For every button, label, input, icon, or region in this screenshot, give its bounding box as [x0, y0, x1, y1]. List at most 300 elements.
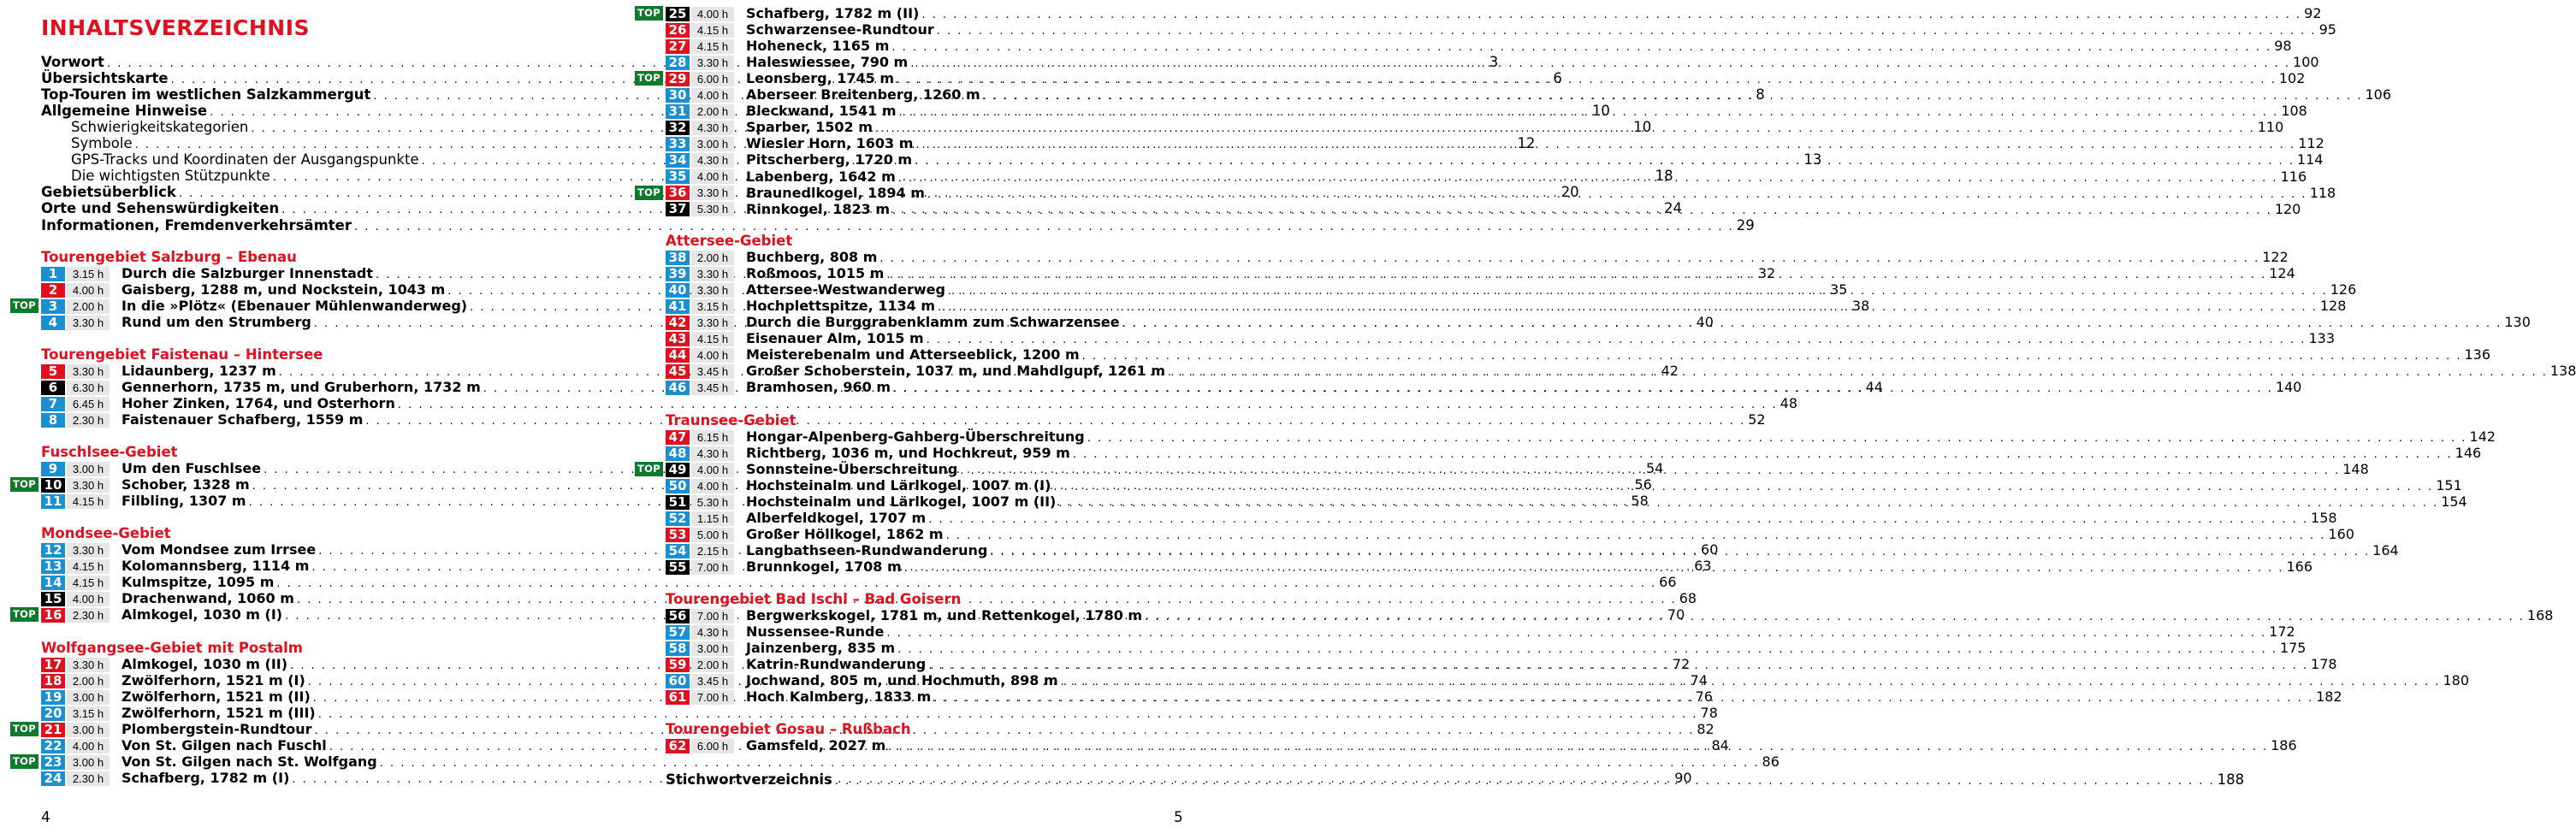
entry-title: Bramhosen, 960 m	[746, 379, 891, 396]
tour-duration: 3.30 h	[691, 56, 734, 70]
section-heading: Traunsee-Gebiet	[666, 412, 796, 428]
dot-leader	[1168, 366, 2548, 379]
tour-number: 8	[41, 413, 65, 428]
dot-leader	[1053, 481, 2433, 493]
tour-number: 38	[666, 251, 690, 265]
entry-page: 136	[2464, 346, 2491, 363]
entry-title: Schober, 1328 m	[121, 476, 250, 493]
dot-leader	[921, 9, 2301, 21]
dot-leader	[879, 252, 2259, 265]
tour-number: 25	[666, 7, 690, 21]
toc-entry-line	[746, 265, 2295, 282]
toc-entry-line	[746, 298, 2347, 315]
tour-row	[666, 428, 2496, 446]
entry-page: 29	[1736, 216, 1755, 233]
entry-title: Schwarzensee-Rundtour	[746, 21, 934, 38]
top-badge: TOP	[10, 298, 38, 313]
dot-leader	[835, 773, 2215, 789]
tour-number: 58	[666, 641, 690, 656]
toc-entry-line	[746, 493, 2467, 511]
entry-title: Symbole	[71, 135, 133, 152]
entry-page: 154	[2441, 493, 2467, 511]
tour-duration: 3.45 h	[691, 381, 734, 395]
tour-number: 18	[41, 674, 65, 688]
tour-duration: 4.00 h	[691, 479, 734, 493]
entry-title: Bergwerkskogel, 1781 m, und Rettenkogel, 1780 m	[746, 607, 1143, 624]
entry-page: 130	[2504, 314, 2531, 331]
entry-title: Von St. Gilgen nach St. Wolfgang	[121, 753, 377, 771]
entry-page: 38	[1851, 298, 1870, 315]
entry-page: 40	[1696, 314, 1714, 331]
tour-duration: 3.30 h	[691, 283, 734, 298]
tour-duration: 5.00 h	[691, 528, 734, 542]
entry-title: Hoch Kalmberg, 1833 m	[746, 688, 932, 706]
entry-page: 86	[1762, 753, 1780, 771]
entry-title: Meisterebenalm und Atterseeblick, 1200 m	[746, 346, 1080, 363]
entry-title: Alberfeldkogel, 1707 m	[746, 510, 927, 527]
tour-number: 60	[666, 674, 690, 688]
entry-page: 52	[1748, 411, 1766, 428]
tour-row	[666, 526, 2354, 543]
top-badge: TOP	[635, 462, 663, 476]
tour-duration: 2.00 h	[691, 658, 734, 672]
tour-duration: 4.00 h	[67, 592, 110, 606]
entry-page: 35	[1830, 281, 1848, 298]
tour-number: 2	[41, 283, 65, 298]
tour-row	[666, 54, 2319, 71]
tour-row	[637, 70, 2306, 87]
entry-title: Roßmoos, 1015 m	[746, 265, 885, 282]
tour-number: 59	[666, 658, 690, 672]
entry-page: 110	[2257, 119, 2284, 136]
entry-page: 175	[2279, 640, 2307, 657]
toc-entry-line	[746, 38, 2292, 55]
entry-page: 124	[2269, 265, 2295, 282]
entry-title: Faistenauer Schafberg, 1559 m	[121, 411, 364, 428]
tour-number: 57	[666, 625, 690, 640]
entry-page: 60	[1701, 541, 1719, 558]
tour-duration: 4.00 h	[67, 283, 110, 298]
tour-duration: 4.15 h	[67, 559, 110, 574]
tour-number: 17	[41, 658, 65, 672]
entry-page: 114	[2296, 151, 2324, 168]
dot-leader	[937, 25, 2317, 38]
entry-page: 18	[1655, 168, 1673, 185]
entry-title: Hochsteinalm und Lärlkogel, 1007 m (I)	[746, 477, 1051, 494]
tour-number: 3	[41, 299, 65, 314]
dot-leader	[1145, 611, 2525, 623]
entry-page: 58	[1631, 493, 1649, 510]
entry-page: 172	[2269, 623, 2295, 641]
toc-entry-line	[746, 314, 2531, 331]
tour-row	[41, 574, 1677, 591]
entry-title: Drachenwand, 1060 m	[121, 590, 294, 607]
tour-duration: 3.15 h	[67, 267, 110, 281]
tour-duration: 3.00 h	[67, 755, 110, 770]
entry-page: 10	[1633, 119, 1652, 136]
section-heading: Tourengebiet Faistenau – Hintersee	[41, 346, 323, 363]
tour-duration: 4.15 h	[67, 494, 110, 509]
entry-page: 92	[2304, 5, 2322, 21]
tour-number: 12	[41, 543, 65, 558]
entry-page: 76	[1695, 688, 1713, 706]
entry-title: Schafberg, 1782 m (II)	[746, 5, 920, 21]
entry-page: 166	[2286, 558, 2313, 576]
entry-page: 44	[1865, 379, 1883, 396]
top-badge: TOP	[10, 754, 38, 769]
dot-leader	[875, 122, 2255, 135]
tour-number: 26	[666, 23, 690, 38]
tour-number: 52	[666, 511, 690, 526]
entry-page: 6	[1553, 70, 1562, 87]
dot-leader	[1073, 448, 2453, 461]
tour-duration: 2.00 h	[67, 674, 110, 688]
entry-title: Gennerhorn, 1735 m, und Gruberhorn, 1732 m	[121, 379, 481, 396]
entry-title: Aberseer Breitenberg, 1260 m	[746, 86, 980, 103]
entry-page: 164	[2372, 542, 2399, 559]
entry-title: Orte und Sehenswürdigkeiten	[41, 200, 280, 217]
entry-page: 74	[1690, 672, 1708, 689]
dot-leader	[897, 74, 2277, 86]
entry-page: 66	[1659, 574, 1677, 591]
tour-row	[666, 249, 2289, 266]
toc-entry-line	[746, 249, 2289, 266]
tour-number: 23	[41, 755, 65, 770]
tour-number: 53	[666, 528, 690, 542]
tour-duration: 3.30 h	[67, 543, 110, 558]
toc-entry-line	[746, 445, 2482, 462]
tour-number: 13	[41, 559, 65, 574]
tour-row	[666, 510, 2337, 527]
dot-leader	[886, 269, 2266, 281]
entry-page: 90	[1674, 770, 1692, 787]
tour-duration: 4.00 h	[691, 88, 734, 103]
dot-leader	[897, 643, 2277, 656]
tour-duration: 3.15 h	[67, 706, 110, 721]
tour-duration: 6.00 h	[691, 72, 734, 86]
tour-duration: 1.15 h	[691, 511, 734, 526]
tour-number: 29	[666, 72, 690, 86]
entry-page: 3	[1489, 54, 1499, 70]
tour-number: 46	[666, 381, 690, 395]
toc-entry-line	[746, 477, 2462, 494]
entry-title: Kulmspitze, 1095 m	[121, 574, 275, 591]
toc-entry-line	[746, 103, 2307, 120]
tour-duration: 4.15 h	[67, 576, 110, 590]
toc-entry-line	[746, 200, 2301, 217]
tour-row	[666, 607, 2554, 624]
entry-title: Brunnkogel, 1708 m	[746, 558, 902, 576]
entry-title: Richtberg, 1036 m, und Hochkreut, 959 m	[746, 445, 1070, 462]
dot-leader	[938, 301, 2318, 314]
tour-number: 48	[666, 446, 690, 461]
entry-page: 54	[1645, 460, 1664, 477]
tour-number: 61	[666, 690, 690, 705]
dot-leader	[1087, 432, 2467, 445]
entry-page: 68	[1679, 590, 1697, 607]
entry-page: 180	[2443, 672, 2469, 689]
tour-number: 35	[666, 169, 690, 184]
tour-duration: 4.00 h	[691, 7, 734, 21]
section-heading: Attersee-Gebiet	[666, 233, 793, 249]
tour-row	[666, 346, 2491, 363]
toc-entry-line	[746, 119, 2284, 136]
entry-title: Haleswiessee, 790 m	[746, 54, 909, 71]
entry-title: Buchberg, 808 m	[746, 249, 878, 266]
entry-title: Filbling, 1307 m	[121, 493, 246, 510]
section-heading: Mondsee-Gebiet	[41, 525, 171, 541]
tour-number: 6	[41, 381, 65, 395]
entry-title: Sparber, 1502 m	[746, 119, 873, 136]
entry-title: Wiesler Horn, 1603 m	[746, 135, 914, 152]
tour-duration: 6.30 h	[67, 381, 110, 395]
tour-duration: 6.45 h	[67, 397, 110, 411]
tour-duration: 3.30 h	[691, 267, 734, 281]
entry-page: 116	[2280, 168, 2307, 185]
tour-number: 62	[666, 739, 690, 753]
entry-title: Gaisberg, 1288 m, und Nockstein, 1043 m	[121, 281, 446, 298]
entry-page: 72	[1672, 656, 1691, 673]
tour-number: 44	[666, 348, 690, 363]
tour-number: 22	[41, 739, 65, 753]
tour-duration: 3.00 h	[691, 641, 734, 656]
tour-row	[41, 395, 1797, 412]
tour-number: 7	[41, 397, 65, 411]
dot-leader	[886, 627, 2266, 640]
entry-page: 42	[1661, 363, 1679, 380]
entry-page: 102	[2278, 70, 2306, 87]
tour-number: 10	[41, 478, 65, 493]
dot-leader	[891, 41, 2271, 54]
entry-title: Rinnkogel, 1823 m	[746, 200, 890, 217]
entry-page: 126	[2330, 281, 2357, 298]
dot-leader	[948, 285, 2328, 298]
tour-duration: 3.30 h	[67, 316, 110, 330]
tour-duration: 2.00 h	[691, 251, 734, 265]
tour-number: 47	[666, 430, 690, 445]
entry-page: 112	[2298, 135, 2324, 152]
entry-page: 24	[1664, 200, 1683, 217]
entry-page: 178	[2311, 656, 2337, 673]
tour-duration: 2.15 h	[691, 544, 734, 558]
entry-title: Großer Schoberstein, 1037 m, und Mahdlgupf, 1261 m	[746, 363, 1166, 380]
tour-number: 4	[41, 316, 65, 330]
toc-entry-line	[746, 623, 2295, 641]
tour-row	[666, 21, 2336, 38]
dot-leader	[1061, 676, 2441, 688]
dot-leader	[946, 529, 2326, 542]
tour-number: 50	[666, 479, 690, 493]
entry-title: Jochwand, 805 m, und Hochmuth, 898 m	[746, 672, 1058, 689]
tour-duration: 4.15 h	[691, 39, 734, 54]
tour-number: 43	[666, 332, 690, 346]
entry-title: Almkogel, 1030 m (I)	[121, 606, 283, 623]
entry-page: 84	[1711, 737, 1729, 754]
tour-duration: 3.30 h	[67, 364, 110, 379]
tour-duration: 7.00 h	[691, 560, 734, 575]
tour-number: 55	[666, 560, 690, 575]
entry-page: 8	[1756, 86, 1765, 103]
entry-page: 168	[2526, 607, 2554, 624]
page-number-left: 4	[41, 809, 50, 826]
dot-leader	[1058, 497, 2438, 510]
entry-title: Langbathseen-Rundwanderung	[746, 542, 988, 559]
dot-leader	[933, 692, 2313, 705]
toc-entry-line	[746, 21, 2336, 38]
entry-page: 32	[1757, 265, 1776, 282]
entry-title: Zwölferhorn, 1521 m (I)	[121, 672, 305, 689]
tour-number: 34	[666, 153, 690, 168]
tour-duration: 4.00 h	[691, 463, 734, 477]
tour-row	[666, 86, 2392, 103]
section-heading: Tourengebiet Salzburg – Ebenau	[41, 249, 297, 265]
tour-number: 24	[41, 771, 65, 786]
dot-leader	[990, 546, 2370, 558]
tour-duration: 2.30 h	[67, 608, 110, 623]
section-heading: Tourengebiet Gosau – Rußbach	[666, 721, 911, 737]
tour-number: 28	[666, 56, 690, 70]
page-number-right: 5	[1174, 809, 1183, 826]
tour-duration: 2.30 h	[67, 413, 110, 428]
toc-entry-line	[746, 184, 2336, 201]
tour-number: 39	[666, 267, 690, 281]
tour-duration: 3.30 h	[691, 316, 734, 330]
tour-duration: 3.15 h	[691, 299, 734, 314]
tour-number: 37	[666, 202, 690, 216]
toc-entry-line	[746, 526, 2354, 543]
toc-entry-line	[746, 54, 2319, 71]
tour-duration: 3.00 h	[691, 137, 734, 151]
tour-duration: 3.00 h	[67, 462, 110, 476]
dot-leader	[960, 464, 2340, 477]
tour-row	[666, 640, 2307, 657]
tour-number: 32	[666, 121, 690, 135]
entry-title: Zwölferhorn, 1521 m (III)	[121, 705, 316, 722]
entry-title: Hochplettspitze, 1134 m	[746, 298, 936, 315]
tour-number: 30	[666, 88, 690, 103]
tour-duration: 3.45 h	[691, 364, 734, 379]
tour-number: 5	[41, 364, 65, 379]
tour-duration: 3.45 h	[691, 674, 734, 688]
entry-page: 138	[2549, 363, 2576, 380]
entry-page: 12	[1517, 135, 1536, 152]
tour-number: 49	[666, 463, 690, 477]
page-title: INHALTSVERZEICHNIS	[41, 15, 311, 40]
tour-duration: 4.30 h	[691, 153, 734, 168]
entry-title: Sonnsteine-Überschreitung	[746, 461, 958, 478]
entry-title: Nussensee-Runde	[746, 623, 885, 641]
tour-duration: 6.15 h	[691, 430, 734, 445]
toc-entry-line	[746, 672, 2469, 689]
tour-duration: 4.15 h	[691, 23, 734, 38]
toc-entry-line	[746, 607, 2554, 624]
entry-title: Von St. Gilgen nach Fuschl	[121, 737, 327, 754]
entry-title: Hoheneck, 1165 m	[746, 38, 890, 55]
entry-page: 10	[1591, 103, 1610, 120]
section-heading: Wolfgangsee-Gebiet mit Postalm	[41, 640, 303, 656]
tour-duration: 5.30 h	[691, 495, 734, 510]
entry-title: Die wichtigsten Stützpunkte	[71, 168, 270, 185]
entry-title: Informationen, Fremdenverkehrsämter	[41, 216, 352, 233]
toc-entry-line	[746, 542, 2399, 559]
tour-duration: 5.30 h	[691, 202, 734, 216]
tour-duration: 7.00 h	[691, 609, 734, 623]
dot-leader	[910, 57, 2290, 70]
right-page	[599, 0, 2576, 833]
tour-row	[666, 623, 2295, 641]
entry-title: Labenberg, 1642 m	[746, 168, 896, 185]
tour-row	[666, 445, 2482, 462]
entry-page: 158	[2311, 510, 2337, 527]
tour-number: 1	[41, 267, 65, 281]
dot-leader	[904, 562, 2284, 575]
toc-entry-line	[746, 346, 2491, 363]
toc-entry-line	[746, 168, 2307, 185]
entry-title: Durch die Burggrabenklamm zum Schwarzensee	[746, 314, 1120, 331]
entry-title: Lidaunberg, 1237 m	[121, 363, 276, 380]
entry-page: 20	[1560, 184, 1579, 201]
toc-entry-line	[746, 330, 2335, 347]
tour-duration: 4.00 h	[691, 169, 734, 184]
entry-title: Braunedlkogel, 1894 m	[746, 184, 925, 201]
tour-number: 27	[666, 39, 690, 54]
top-badge: TOP	[10, 477, 38, 492]
dot-leader	[898, 172, 2278, 185]
entry-page: 148	[2342, 461, 2369, 478]
entry-title: Gamsfeld, 2027 m	[746, 737, 886, 754]
tour-number: 20	[41, 706, 65, 721]
toc-entry-line	[746, 281, 2357, 298]
tour-number: 41	[666, 299, 690, 314]
entry-title: Übersichtskarte	[41, 70, 169, 87]
toc-entry-line	[746, 558, 2313, 576]
entry-title: Hongar-Alpenberg-Gahberg-Überschreitung	[746, 428, 1085, 446]
dot-leader	[983, 90, 2363, 103]
dot-leader	[928, 659, 2308, 672]
tour-number: 21	[41, 723, 65, 737]
entry-page: 95	[2318, 21, 2336, 38]
top-badge: TOP	[10, 607, 38, 622]
tour-number: 36	[666, 186, 690, 200]
entry-page: 160	[2328, 526, 2354, 543]
entry-title: Großer Höllkogel, 1862 m	[746, 526, 944, 543]
tour-duration: 4.30 h	[691, 121, 734, 135]
tour-row	[13, 753, 1780, 771]
entry-title: In die »Plötz« (Ebenauer Mühlenwanderweg)	[121, 298, 468, 315]
toc-entry-line	[41, 216, 1755, 233]
tour-duration: 3.30 h	[67, 478, 110, 493]
tour-row	[666, 38, 2292, 55]
dot-leader	[1082, 350, 2462, 363]
top-badge: TOP	[635, 186, 663, 200]
dot-leader	[928, 513, 2308, 526]
dot-leader	[899, 106, 2279, 119]
toc-entry-line	[746, 70, 2306, 87]
entry-title: Schwierigkeitskategorien	[71, 119, 249, 136]
entry-title: Bleckwand, 1541 m	[746, 103, 897, 120]
tour-duration: 3.30 h	[691, 186, 734, 200]
dot-leader	[1122, 317, 2502, 330]
toc-entry-line	[746, 510, 2337, 527]
entry-page: 78	[1700, 705, 1718, 722]
entry-title: Allgemeine Hinweise	[41, 103, 208, 120]
entry-page: 82	[1697, 721, 1714, 738]
entry-page: 56	[1634, 476, 1652, 493]
top-badge: TOP	[10, 722, 38, 736]
section-heading: Fuschlsee-Gebiet	[41, 444, 178, 460]
tour-duration: 4.30 h	[691, 446, 734, 461]
entry-page: 122	[2262, 249, 2289, 266]
